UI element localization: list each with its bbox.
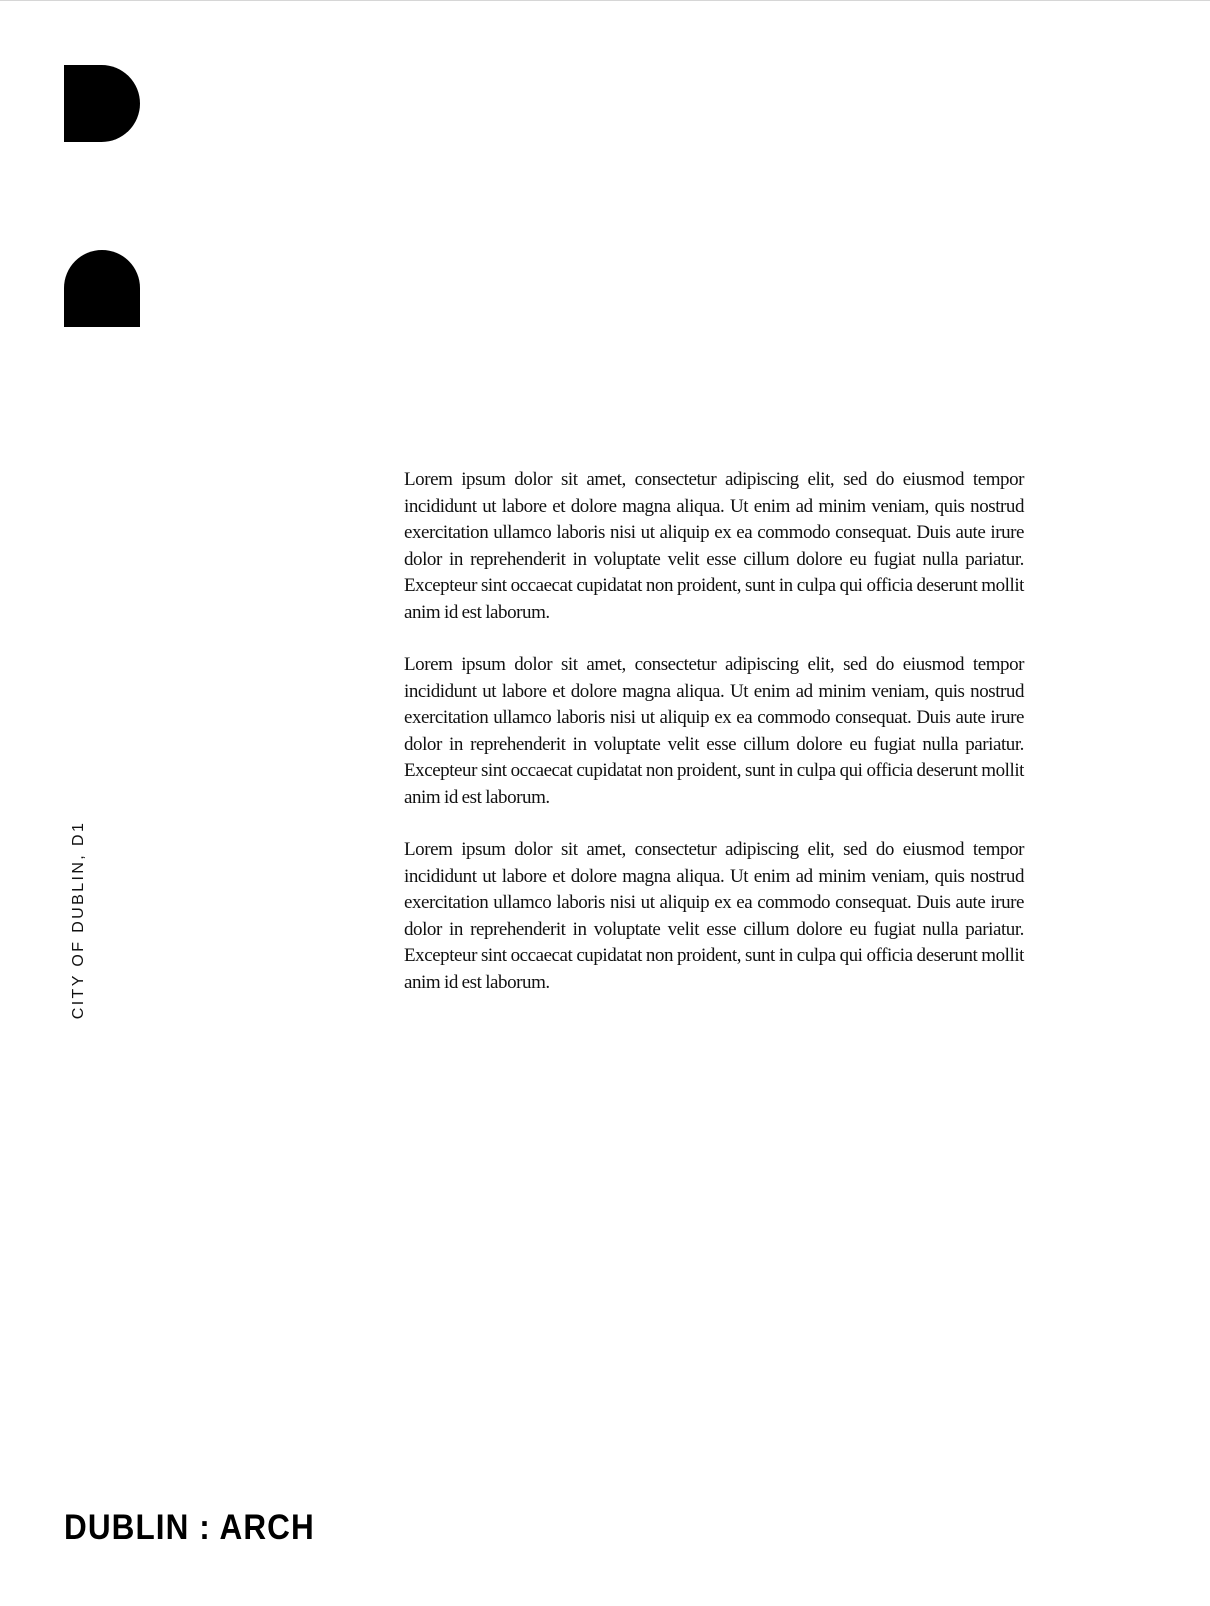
- top-divider: [0, 0, 1210, 1]
- body-paragraph-3: Lorem ipsum dolor sit amet, consectetur adipiscing elit, sed do eiusmod tempor incididunt ut labore et dolore magna aliqua. Ut enim ad minim veniam, quis nostrud exercitation ullamco laboris nisi ut aliquip ex ea commodo consequat. Duis aute irure dolor in reprehenderit in voluptate velit esse cillum dolore eu fugiat nulla pariatur. Excepteur sint occaecat cupidatat non proident, sunt in culpa qui officia deserunt mollit anim id est laborum.: [404, 839, 1024, 993]
- side-location-label: CITY OF DUBLIN, D1: [70, 820, 87, 1020]
- body-paragraph-2: Lorem ipsum dolor sit amet, consectetur adipiscing elit, sed do eiusmod tempor incididunt ut labore et dolore magna aliqua. Ut enim ad minim veniam, quis nostrud exercitation ullamco laboris nisi ut aliquip ex ea commodo consequat. Duis aute irure dolor in reprehenderit in voluptate velit esse cillum dolore eu fugiat nulla pariatur. Excepteur sint occaecat cupidatat non proident, sunt in culpa qui officia deserunt mollit anim id est laborum.: [404, 654, 1024, 808]
- body-paragraph-1: Lorem ipsum dolor sit amet, consectetur adipiscing elit, sed do eiusmod tempor incididunt ut labore et dolore magna aliqua. Ut enim ad minim veniam, quis nostrud exercitation ullamco laboris nisi ut aliquip ex ea commodo consequat. Duis aute irure dolor in reprehenderit in voluptate velit esse cillum dolore eu fugiat nulla pariatur. Excepteur sint occaecat cupidatat non proident, sunt in culpa qui officia deserunt mollit anim id est laborum.: [404, 469, 1024, 623]
- brand-wordmark: DUBLIN : ARCH: [64, 1508, 315, 1547]
- body-text-column: [404, 467, 1024, 1022]
- arch-shape-logo-icon: [64, 250, 140, 327]
- d-shape-logo-icon: [64, 65, 140, 142]
